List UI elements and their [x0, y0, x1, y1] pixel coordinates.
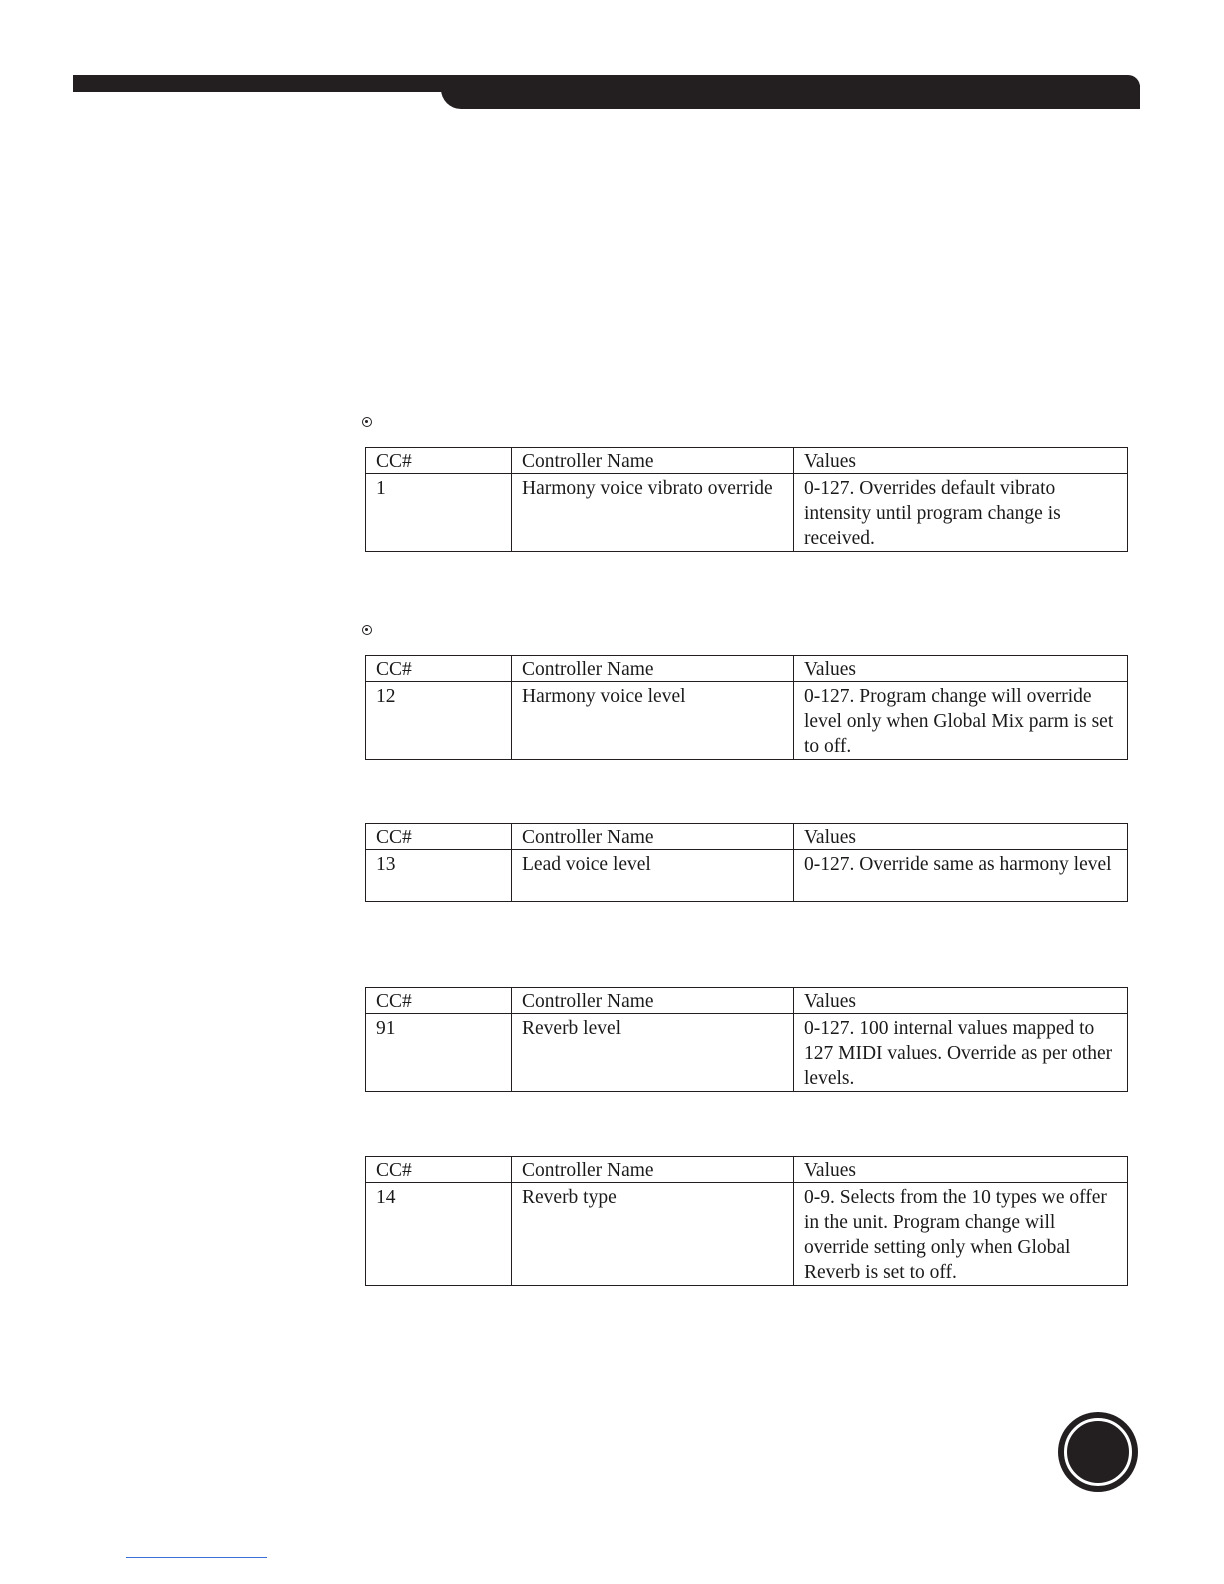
cc-table-lead-level	[365, 823, 1128, 902]
page-badge-center	[1071, 1425, 1125, 1479]
header-cc: CC#	[366, 824, 512, 850]
table-header-row	[366, 988, 1128, 1014]
cell-controller-name: Harmony voice vibrato override	[512, 474, 794, 552]
cell-controller-name: Lead voice level	[512, 850, 794, 902]
header-cc: CC#	[366, 1157, 512, 1183]
header-controller-name: Controller Name	[512, 988, 794, 1014]
cc-table-reverb-type	[365, 1156, 1128, 1286]
header-values: Values	[794, 988, 1128, 1014]
header-values: Values	[794, 824, 1128, 850]
header-values: Values	[794, 448, 1128, 474]
cell-cc: 12	[366, 682, 512, 760]
cell-controller-name: Reverb level	[512, 1014, 794, 1092]
cell-controller-name: Reverb type	[512, 1183, 794, 1286]
header-values: Values	[794, 656, 1128, 682]
header-cc: CC#	[366, 656, 512, 682]
cell-cc: 1	[366, 474, 512, 552]
table-header-row	[366, 656, 1128, 682]
cell-values: 0-127. Program change will override level only when Global Mix parm is set to off.	[794, 682, 1128, 760]
header-controller-name: Controller Name	[512, 448, 794, 474]
header-cc: CC#	[366, 988, 512, 1014]
cell-cc: 91	[366, 1014, 512, 1092]
cell-values: 0-127. Overrides default vibrato intensity until program change is received.	[794, 474, 1128, 552]
cell-cc: 13	[366, 850, 512, 902]
table-row	[366, 850, 1128, 902]
cell-cc: 14	[366, 1183, 512, 1286]
header-tab	[441, 85, 1140, 109]
footer-link-line	[126, 1557, 267, 1558]
table-row	[366, 682, 1128, 760]
header-cc: CC#	[366, 448, 512, 474]
header-controller-name: Controller Name	[512, 1157, 794, 1183]
cell-values: 0-127. Override same as harmony level	[794, 850, 1128, 902]
header-values: Values	[794, 1157, 1128, 1183]
table-header-row	[366, 1157, 1128, 1183]
cc-table-vibrato	[365, 447, 1128, 552]
cell-values: 0-9. Selects from the 10 types we offer in the unit. Program change will override setting only when Global Reverb is set to off.	[794, 1183, 1128, 1286]
table-header-row	[366, 824, 1128, 850]
page-badge-icon	[1058, 1412, 1138, 1492]
table-row	[366, 1183, 1128, 1286]
bullet-icon	[362, 417, 372, 427]
cc-table-harmony-level	[365, 655, 1128, 760]
table-header-row	[366, 448, 1128, 474]
table-row	[366, 1014, 1128, 1092]
bullet-icon	[362, 625, 372, 635]
header-controller-name: Controller Name	[512, 656, 794, 682]
header-controller-name: Controller Name	[512, 824, 794, 850]
cell-controller-name: Harmony voice level	[512, 682, 794, 760]
table-row	[366, 474, 1128, 552]
cc-table-reverb-level	[365, 987, 1128, 1092]
cell-values: 0-127. 100 internal values mapped to 127 MIDI values. Override as per other levels.	[794, 1014, 1128, 1092]
